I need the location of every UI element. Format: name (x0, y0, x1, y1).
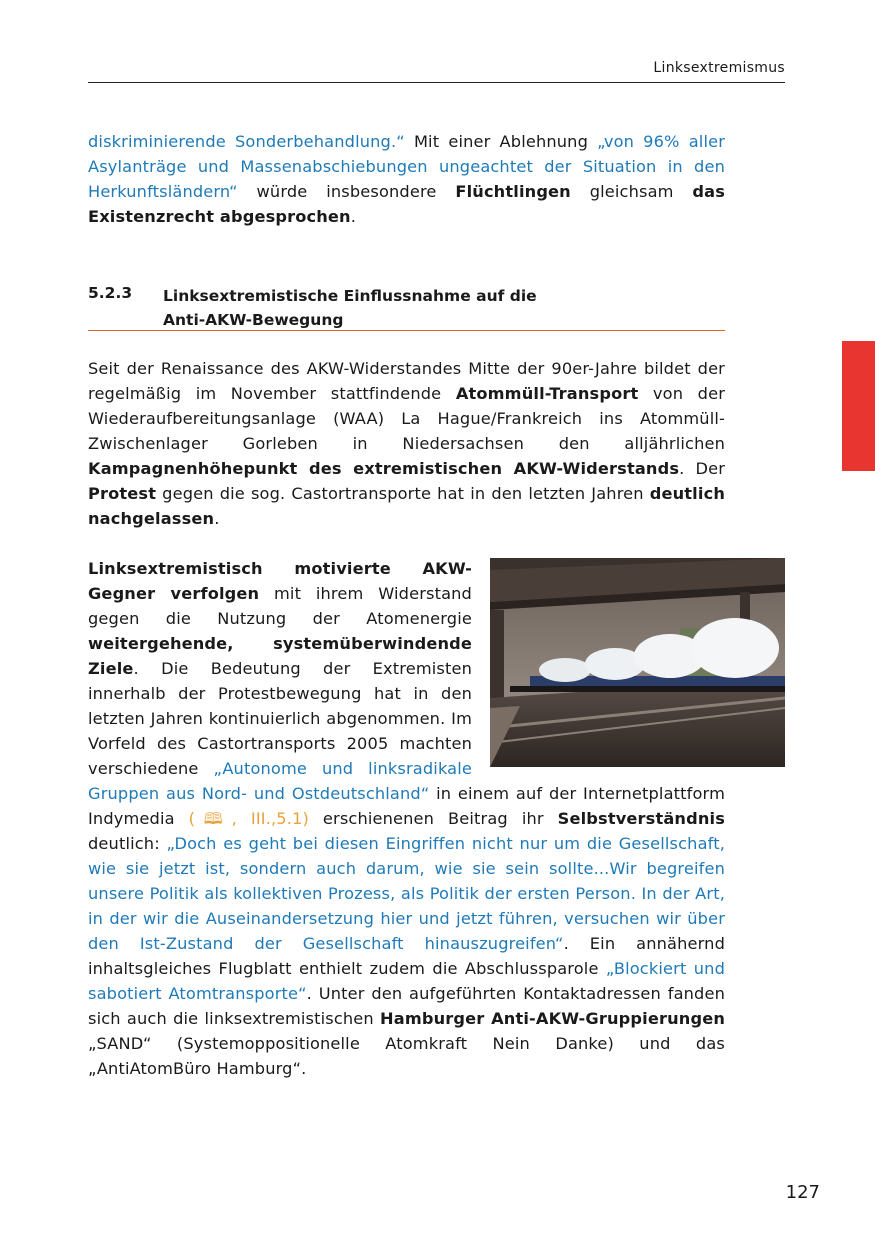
bold-run: Linksextremistisch motivierte AKW-Gegner verfolgen (88, 559, 472, 603)
text-run: . Ein annähernd inhaltsgleiches Flugblatt enthielt zudem die Abschlussparole (88, 934, 725, 978)
text-run: . (214, 509, 220, 528)
text-run: von der Wiederaufbereitungsanlage (WAA) La Hague/Frankreich ins Atommüll-Zwischenlager Gorleben in Niedersachsen den alljährlichen (88, 384, 725, 453)
paragraph-akw-gegner (88, 556, 725, 1081)
text-run: würde insbesondere (237, 182, 456, 201)
bold-run: Kampagnenhöhepunkt des extremistischen AKW-Widerstands (88, 459, 680, 478)
section-title-line1: Linksextremistische Einflussnahme auf die (163, 287, 537, 305)
bold-run: das Existenzrecht abgesprochen (88, 182, 725, 226)
section-number: 5.2.3 (88, 284, 133, 302)
text-run: gleichsam (570, 182, 693, 201)
bold-run: Atommüll-Transport (455, 384, 639, 403)
header-rule (88, 82, 785, 83)
running-head: Linksextremismus (653, 60, 785, 76)
text-run: erschienenen Beitrag ihr (308, 809, 558, 828)
text-run: gegen die sog. Castortransporte hat in den letzten Jahren (156, 484, 650, 503)
quote: „Blockiert und sabotiert Atomtransporte“ (88, 959, 725, 1003)
page-number: 127 (785, 1182, 820, 1203)
bold-run: Hamburger Anti-AKW-Gruppierungen (380, 1009, 725, 1028)
quote: „von 96% aller Asylanträge und Massenabschiebungen ungeachtet der Situation in den Herkunftsländern“ (88, 132, 725, 201)
text-run: . Der (679, 459, 725, 478)
reference-link[interactable]: (🕮, III.,5.1) (188, 809, 309, 828)
text-run: Seit der Renaissance des AKW-Widerstandes Mitte der 90er-Jahre bildet der regelmäßig im November stattfindende (88, 359, 725, 403)
bold-run: Protest (88, 484, 157, 503)
paragraph-castor (88, 356, 725, 531)
text-run: . Die Bedeutung der Extremisten innerhalb der Protestbewegung hat in den letzten Jahren kontinuierlich abgenommen. Im Vorfeld des Castortransports 2005 machten verschiedene (88, 659, 472, 778)
section-title-line2: Anti-AKW-Bewegung (163, 311, 344, 329)
castor-train-photo (490, 558, 785, 767)
section-title (163, 284, 723, 332)
text-run: Mit einer Ablehnung (404, 132, 598, 151)
bold-run: Flüchtlingen (455, 182, 571, 201)
section-rule (88, 330, 725, 331)
text-run: „SAND“ (Systemoppositionelle Atomkraft Nein Danke) und das „AntiAtomBüro Hamburg“. (88, 1034, 725, 1078)
text-run: mit ihrem Widerstand gegen die Nutzung der Atomenergie (88, 584, 472, 628)
quote: „Doch es geht bei diesen Eingriffen nicht nur um die Gesellschaft, wie sie jetzt ist, sondern auch darum, wie sie sein sollte...Wir begreifen unsere Politik als kollektiven Prozess, als Politik der ersten Person. In der Art, in der wir die Auseinandersetzung hier und jetzt führen, versuchen wir über den Ist-Zustand der Gesellschaft hinauszugreifen“ (88, 834, 725, 953)
text-run: . (350, 207, 357, 226)
intro-paragraph (88, 129, 725, 229)
text-run: deutlich: (88, 834, 167, 853)
quote: „Autonome und linksradikale Gruppen aus Nord- und Ostdeutschland“ (88, 759, 473, 803)
bold-run: deutlich nachgelassen (88, 484, 725, 528)
bold-run: weitergehende, systemüberwindende Ziele (88, 634, 472, 678)
quote: diskriminierende Sonderbehandlung.“ (88, 132, 405, 151)
chapter-tab-marker (842, 341, 875, 471)
bold-run: Selbstverständnis (557, 809, 725, 828)
text-run: in einem auf der Internetplattform Indymedia (88, 784, 725, 828)
text-run: . Unter den aufgeführten Kontaktadressen fanden sich auch die linksextremistischen (88, 984, 725, 1028)
